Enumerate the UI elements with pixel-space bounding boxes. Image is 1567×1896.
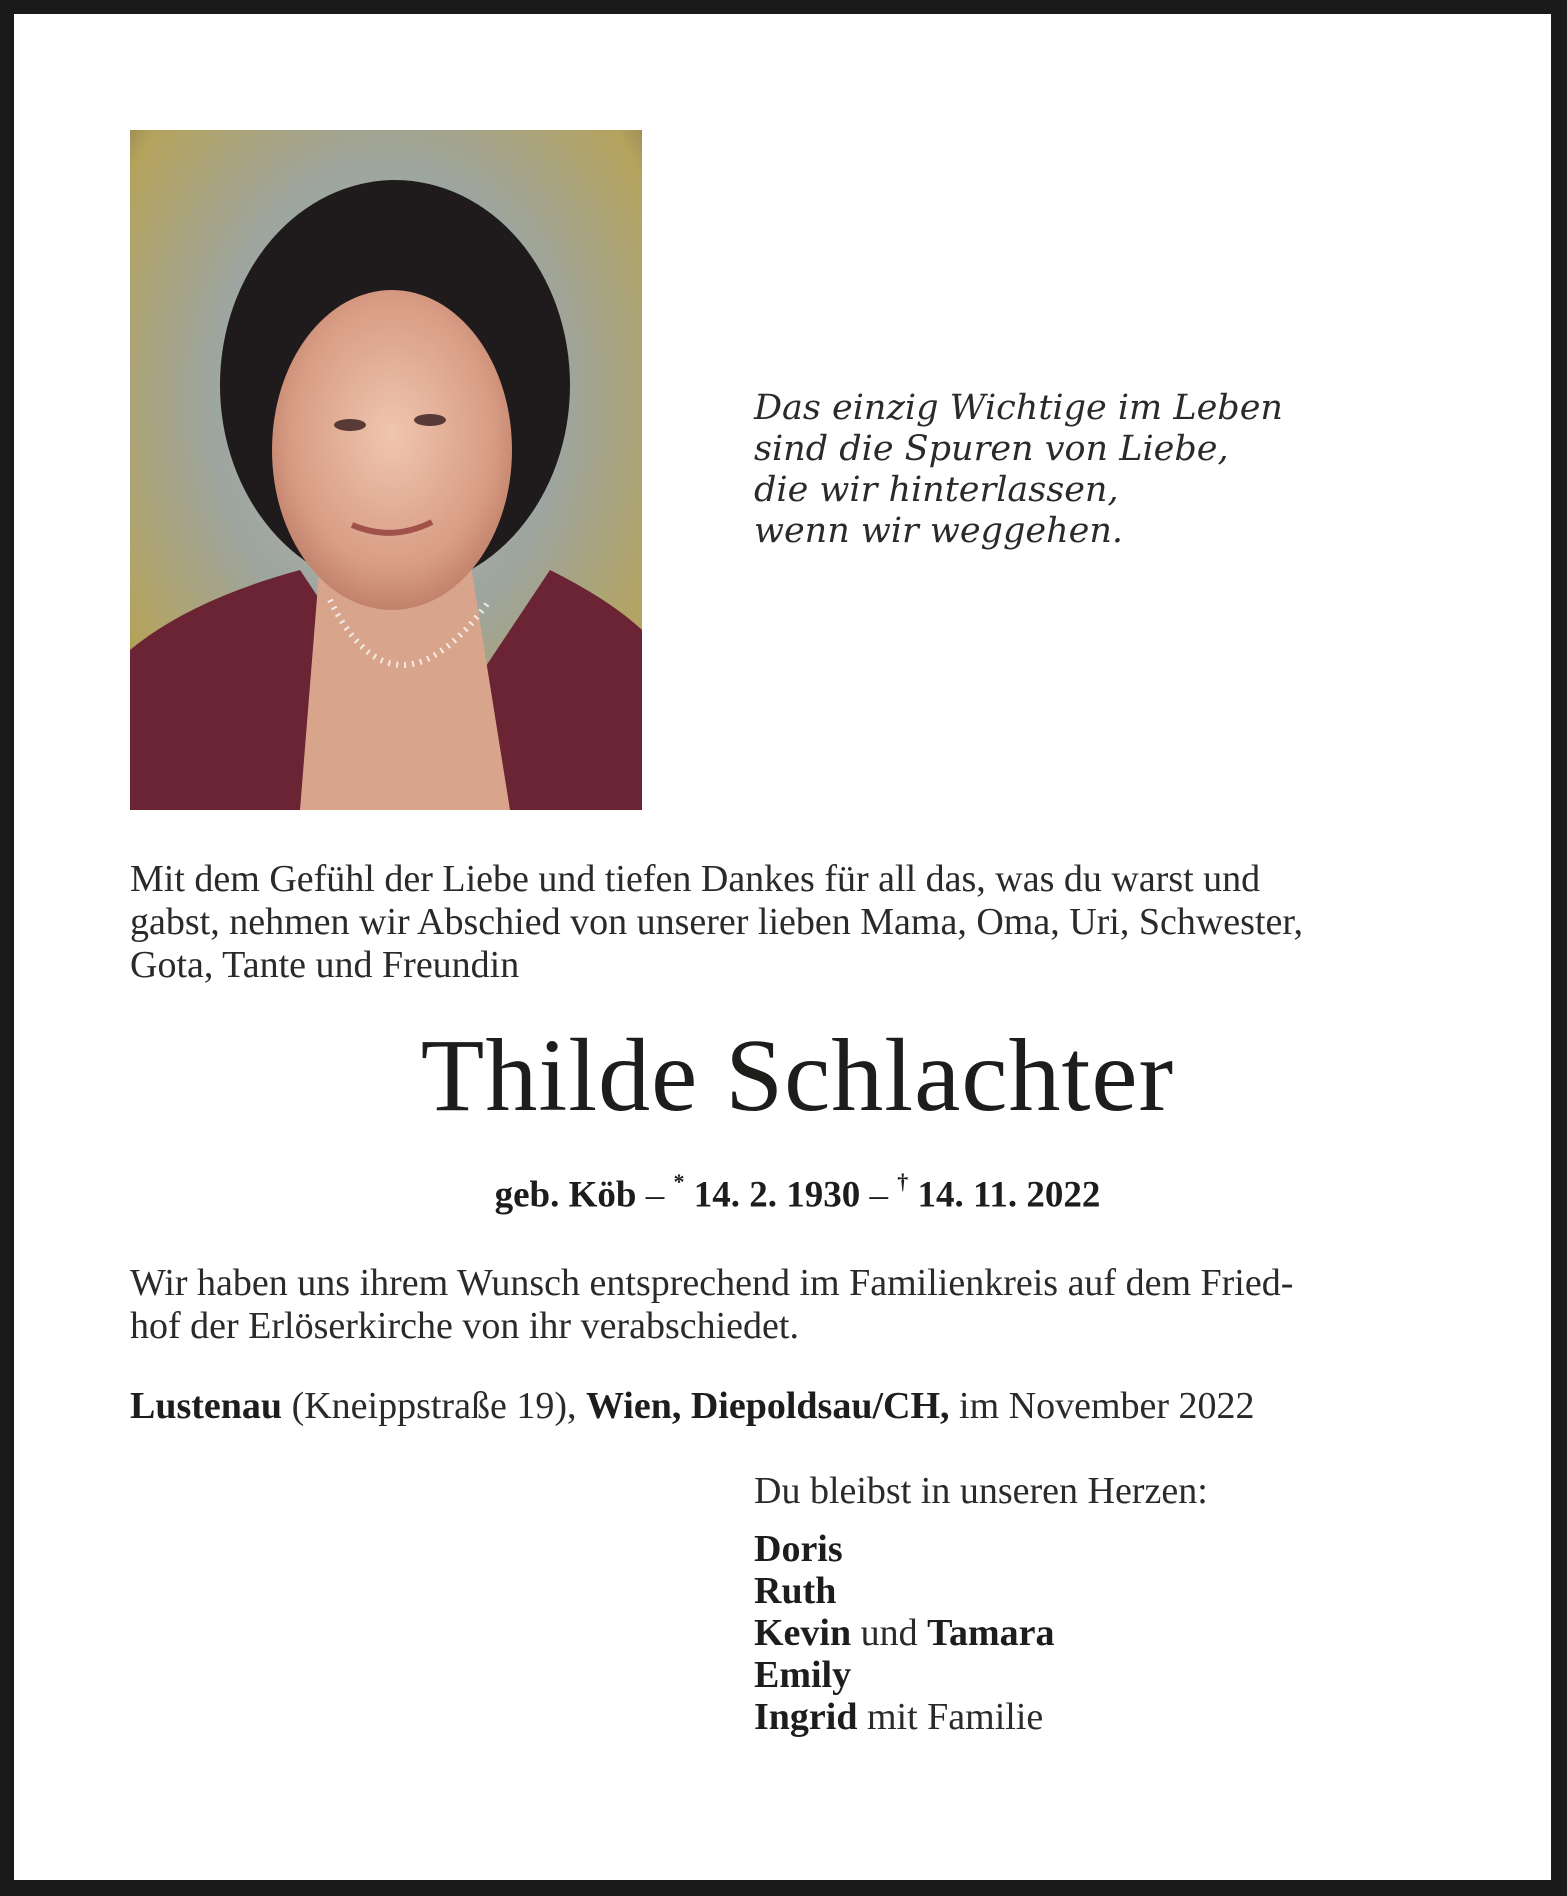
portrait-illustration — [130, 130, 642, 810]
quote-line: wenn wir weggehen. — [754, 511, 1124, 551]
dash-separator: – — [860, 1174, 898, 1216]
family-member-name: Kevin — [754, 1612, 852, 1654]
maiden-name: geb. Köb — [494, 1174, 637, 1216]
family-list — [754, 1528, 1208, 1738]
dash-separator: – — [636, 1174, 674, 1216]
family-signoff — [754, 1470, 1208, 1738]
family-member — [754, 1612, 1208, 1654]
family-member — [754, 1654, 1208, 1696]
place-month: im November 2022 — [949, 1385, 1255, 1427]
deceased-name: Thilde Schlachter — [420, 1018, 1175, 1133]
family-member — [754, 1696, 1208, 1738]
life-dates — [14, 1164, 1567, 1217]
place-address: (Kneippstraße 19), — [282, 1385, 586, 1427]
family-member — [754, 1528, 1208, 1570]
intro-paragraph — [130, 858, 1470, 987]
family-member-name: Doris — [754, 1528, 843, 1570]
birth-date: 14. 2. 1930 — [684, 1174, 861, 1216]
place-city: Lustenau — [130, 1385, 283, 1427]
portrait-photo — [130, 130, 642, 810]
memorial-quote — [754, 388, 1283, 552]
intro-line: Gota, Tante und Freundin — [130, 944, 520, 986]
farewell-paragraph — [130, 1262, 1293, 1348]
death-cross-icon: † — [897, 1169, 909, 1194]
death-date: 14. 11. 2022 — [908, 1174, 1101, 1216]
quote-line: Das einzig Wichtige im Leben — [754, 388, 1283, 428]
obituary-page — [14, 14, 1551, 1880]
family-member-name: Emily — [754, 1654, 852, 1696]
farewell-line: Wir haben uns ihrem Wunsch entsprechend im Familienkreis auf dem Fried- — [130, 1262, 1294, 1304]
intro-line: Mit dem Gefühl der Liebe und tiefen Dankes für all das, was du warst und — [130, 858, 1261, 900]
family-member-name: Ingrid — [754, 1696, 858, 1738]
family-member-connector: und — [851, 1612, 928, 1654]
family-member-suffix: mit Familie — [857, 1696, 1044, 1738]
place-and-date — [130, 1384, 1255, 1428]
signoff-heading: Du bleibst in unseren Herzen: — [754, 1470, 1208, 1512]
family-member — [754, 1570, 1208, 1612]
intro-line: gabst, nehmen wir Abschied von unserer lieben Mama, Oma, Uri, Schwester, — [130, 901, 1304, 943]
place-cities: Wien, Diepoldsau/CH, — [585, 1385, 950, 1427]
quote-line: sind die Spuren von Liebe, — [754, 429, 1229, 469]
family-member-name: Tamara — [927, 1612, 1055, 1654]
quote-line: die wir hinterlassen, — [754, 470, 1119, 510]
birth-star-icon: * — [673, 1169, 685, 1194]
family-member-name: Ruth — [754, 1570, 837, 1612]
farewell-line: hof der Erlöserkirche von ihr verabschiedet. — [130, 1305, 799, 1347]
